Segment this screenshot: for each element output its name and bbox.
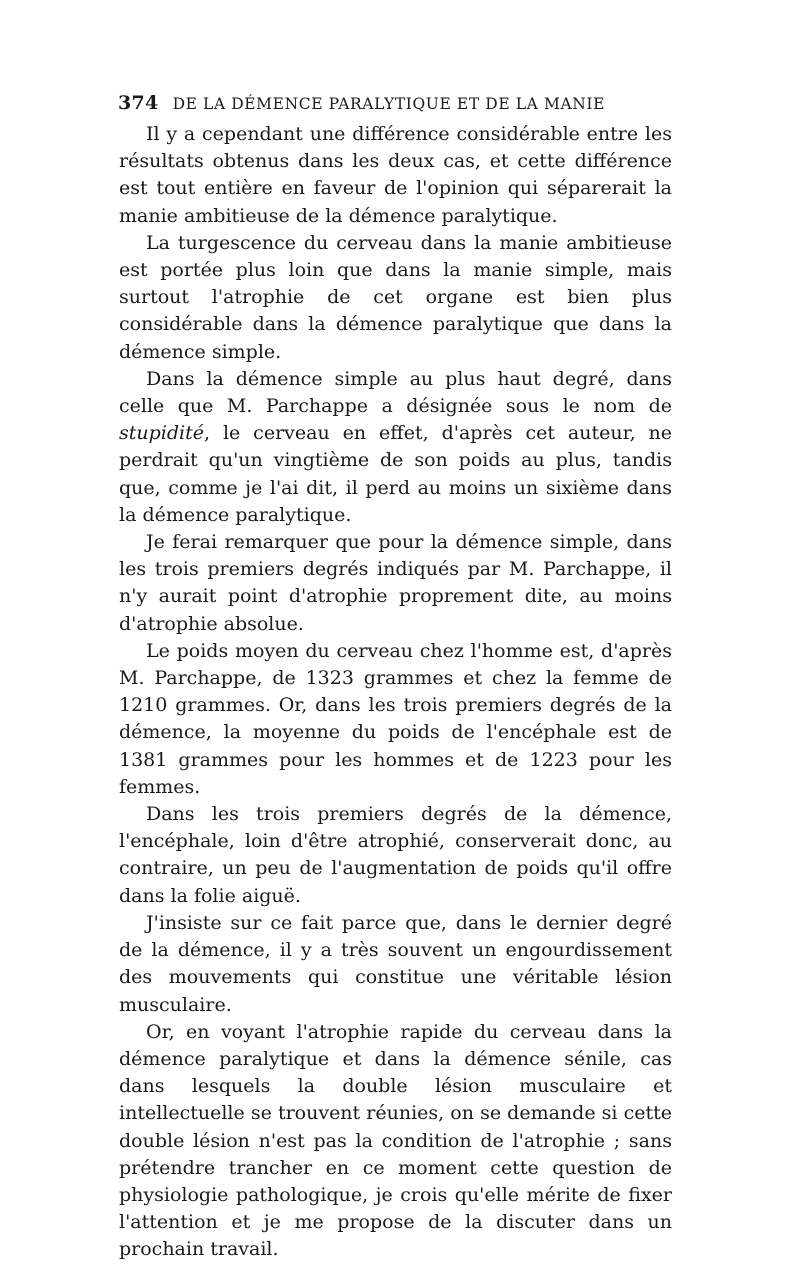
paragraph-3 bbox=[119, 366, 672, 529]
paragraph-3-part-1: Dans la démence simple au plus haut degré, dans celle que M. Parchappe a désignée sous le nom de bbox=[119, 367, 672, 418]
paragraph-3-part-2: , le cerveau en effet, d'après cet auteur, ne perdrait qu'un vingtième de son poids au plus, tandis que, comme je l'ai dit, il perd au moins un sixième dans la démence paralytique. bbox=[119, 422, 672, 526]
paragraph-1: Il y a cependant une différence considérable entre les résultats obtenus dans les deux cas, et cette différence est tout entière en faveur de l'opinion qui séparerait la manie ambitieuse de la démence paralytique. bbox=[119, 123, 672, 227]
paragraph-7: J'insiste sur ce fait parce que, dans le dernier degré de la démence, il y a très souvent un engourdissement des mouvements qui constitue une véritable lésion musculaire. bbox=[119, 911, 672, 1016]
paragraph-5: Le poids moyen du cerveau chez l'homme est, d'après M. Parchappe, de 1323 grammes et chez la femme de 1210 grammes. Or, dans les trois premiers degrés de la démence, la moyenne du poids de l'encéphale est de 1381 grammes pour les hommes et de 1223 pour les femmes. bbox=[119, 639, 672, 798]
emphasis-stupidite: stupidité bbox=[119, 422, 204, 445]
paragraph-6: Dans les trois premiers degrés de la démence, l'encéphale, loin d'être atrophié, conserverait donc, au contraire, un peu de l'augmentation de poids qu'il offre dans la folie aiguë. bbox=[119, 803, 672, 907]
paragraph-2: La turgescence du cerveau dans la manie ambitieuse est portée plus loin que dans la manie simple, mais surtout l'atrophie de cet organe est bien plus considérable dans la démence paralytique que dans la démence simple. bbox=[119, 231, 672, 363]
body-text bbox=[119, 121, 672, 1264]
running-head bbox=[118, 92, 678, 114]
running-title: DE LA DÉMENCE PARALYTIQUE ET DE LA MANIE bbox=[172, 95, 606, 113]
page-number: 374 bbox=[118, 92, 159, 114]
paragraph-8: Or, en voyant l'atrophie rapide du cerveau dans la démence paralytique et dans la démence sénile, cas dans lesquels la double lésion musculaire et intellectuelle se trouvent réunies, on se demande si cette double lésion n'est pas la condition de l'atrophie ; sans prétendre trancher en ce moment cette question de physiologie pathologique, je crois qu'elle mérite de fixer l'attention et je me propose de la discuter dans un prochain travail. bbox=[119, 1020, 672, 1261]
paragraph-4: Je ferai remarquer que pour la démence simple, dans les trois premiers degrés indiqués par M. Parchappe, il n'y aurait point d'atrophie proprement dite, au moins d'atrophie absolue. bbox=[119, 531, 672, 635]
